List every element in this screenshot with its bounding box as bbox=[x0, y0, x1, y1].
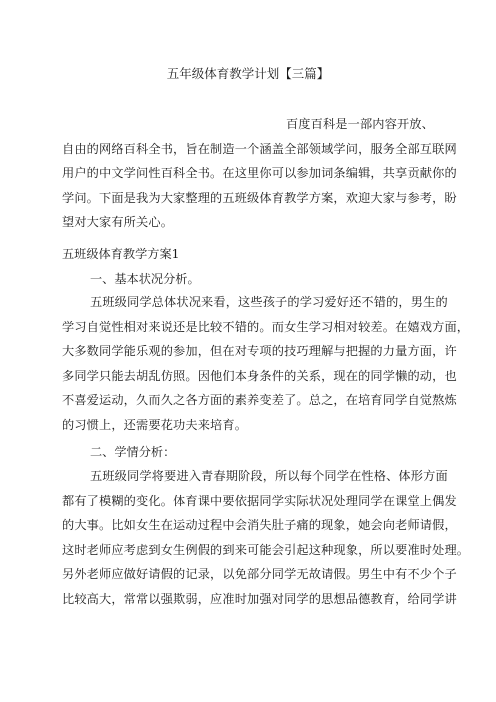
section2-line-1: 五班级同学将要进入青春期阶段，所以每个同学在性格、体形方面 bbox=[90, 469, 448, 483]
intro-line-3: 用户的中文学问性百科全书。在这里你可以参加词条编辑，共享贡献你的 bbox=[62, 166, 457, 181]
section2-line-2: 都有了模糊的变化。体育课中要依据同学实际状况处理同学在课堂上偶发 bbox=[62, 493, 457, 508]
section1-line-3: 大多数同学能乐观的参加，但在对专项的技巧理解与把握的力量方面，许 bbox=[62, 344, 457, 359]
intro-line-4: 学问。下面是我为大家整理的五班级体育教学方案，欢迎大家与参考，盼 bbox=[62, 190, 457, 205]
plan-heading: 五班级体育教学方案1 bbox=[62, 247, 180, 261]
section2-line-6: 比较高大，常常以强欺弱，应准时加强对同学的思想品德教育，给同学讲 bbox=[62, 591, 457, 606]
section1-line-2: 学习自觉性相对来说还是比较不错的。而女生学习相对较差。在嬉戏方面， bbox=[62, 319, 470, 334]
section1-heading: 一、基本状况分析。 bbox=[90, 272, 200, 286]
section1-line-4: 多同学只能去胡乱仿照。因他们本身条件的关系，现在的同学懒的动，也 bbox=[62, 368, 457, 383]
section1-paragraph bbox=[62, 290, 470, 438]
section2-line-5: 另外老师应做好请假的记录，以免部分同学无故请假。男生中有不少个子 bbox=[62, 567, 457, 582]
section2-heading: 二、学情分析： bbox=[90, 445, 176, 459]
intro-line-5: 望对大家有所关心。 bbox=[62, 215, 174, 230]
intro-line-1: 百度百科是一部内容开放、 bbox=[285, 117, 434, 131]
document-title: 五年级体育教学计划【三篇】 bbox=[166, 66, 330, 81]
section2-line-3: 的大事。比如女生在运动过程中会消失肚子痛的现象，她会向老师请假， bbox=[62, 518, 457, 533]
section2-line-4: 这时老师应考虑到女生例假的到来可能会引起这种现象，所以要准时处理。 bbox=[62, 542, 470, 557]
section1-line-1: 五班级同学总体状况来看，这些孩子的学习爱好还不错的，男生的 bbox=[90, 295, 448, 309]
section1-line-6: 的习惯上，还需要花功夫来培育。 bbox=[62, 417, 248, 432]
section1-line-5: 不喜爱运动，久而久之各方面的素养变差了。总之，在培育同学自觉熬炼 bbox=[62, 393, 457, 408]
intro-line-2: 自由的网络百科全书，旨在制造一个涵盖全部领域学问，服务全部互联网 bbox=[62, 141, 457, 156]
intro-paragraph bbox=[62, 112, 457, 235]
section2-paragraph bbox=[62, 464, 470, 612]
